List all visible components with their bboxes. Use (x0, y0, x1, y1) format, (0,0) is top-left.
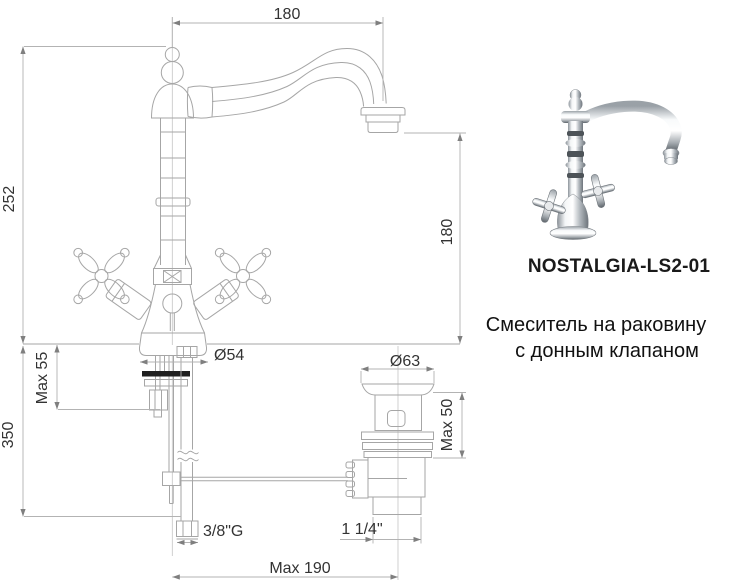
right-cross-handle (190, 223, 296, 329)
dim-drain-max-thickness: Max 50 (439, 398, 456, 452)
dim-base-diameter: Ø54 (214, 347, 245, 364)
dim-supply-thread: 3/8"G (203, 523, 244, 540)
left-cross-handle (49, 223, 155, 329)
product-model: NOSTALGIA-LS2-01 (527, 256, 711, 277)
dim-axis-distance: Max 190 (269, 560, 331, 577)
dimension-lines (20, 17, 466, 580)
faucet-outline (49, 48, 405, 356)
dim-drain-flange-diameter: Ø63 (389, 353, 421, 370)
product-description-line2: с донным клапаном (515, 340, 699, 362)
dim-spout-reach: 180 (273, 6, 301, 23)
photo-faucet (528, 90, 679, 240)
under-deck-assembly (142, 347, 348, 540)
product-description-line1: Смеситель на раковину (485, 314, 707, 336)
drain-valve-outline (346, 384, 434, 515)
dim-overall-height: 252 (1, 185, 18, 213)
dim-max-mount-thickness: Max 55 (34, 351, 51, 405)
dim-drain-thread: 1 1/4" (341, 521, 383, 538)
product-photo (525, 85, 695, 240)
dim-supply-length: 350 (0, 421, 17, 449)
dim-spout-height: 180 (439, 218, 456, 246)
